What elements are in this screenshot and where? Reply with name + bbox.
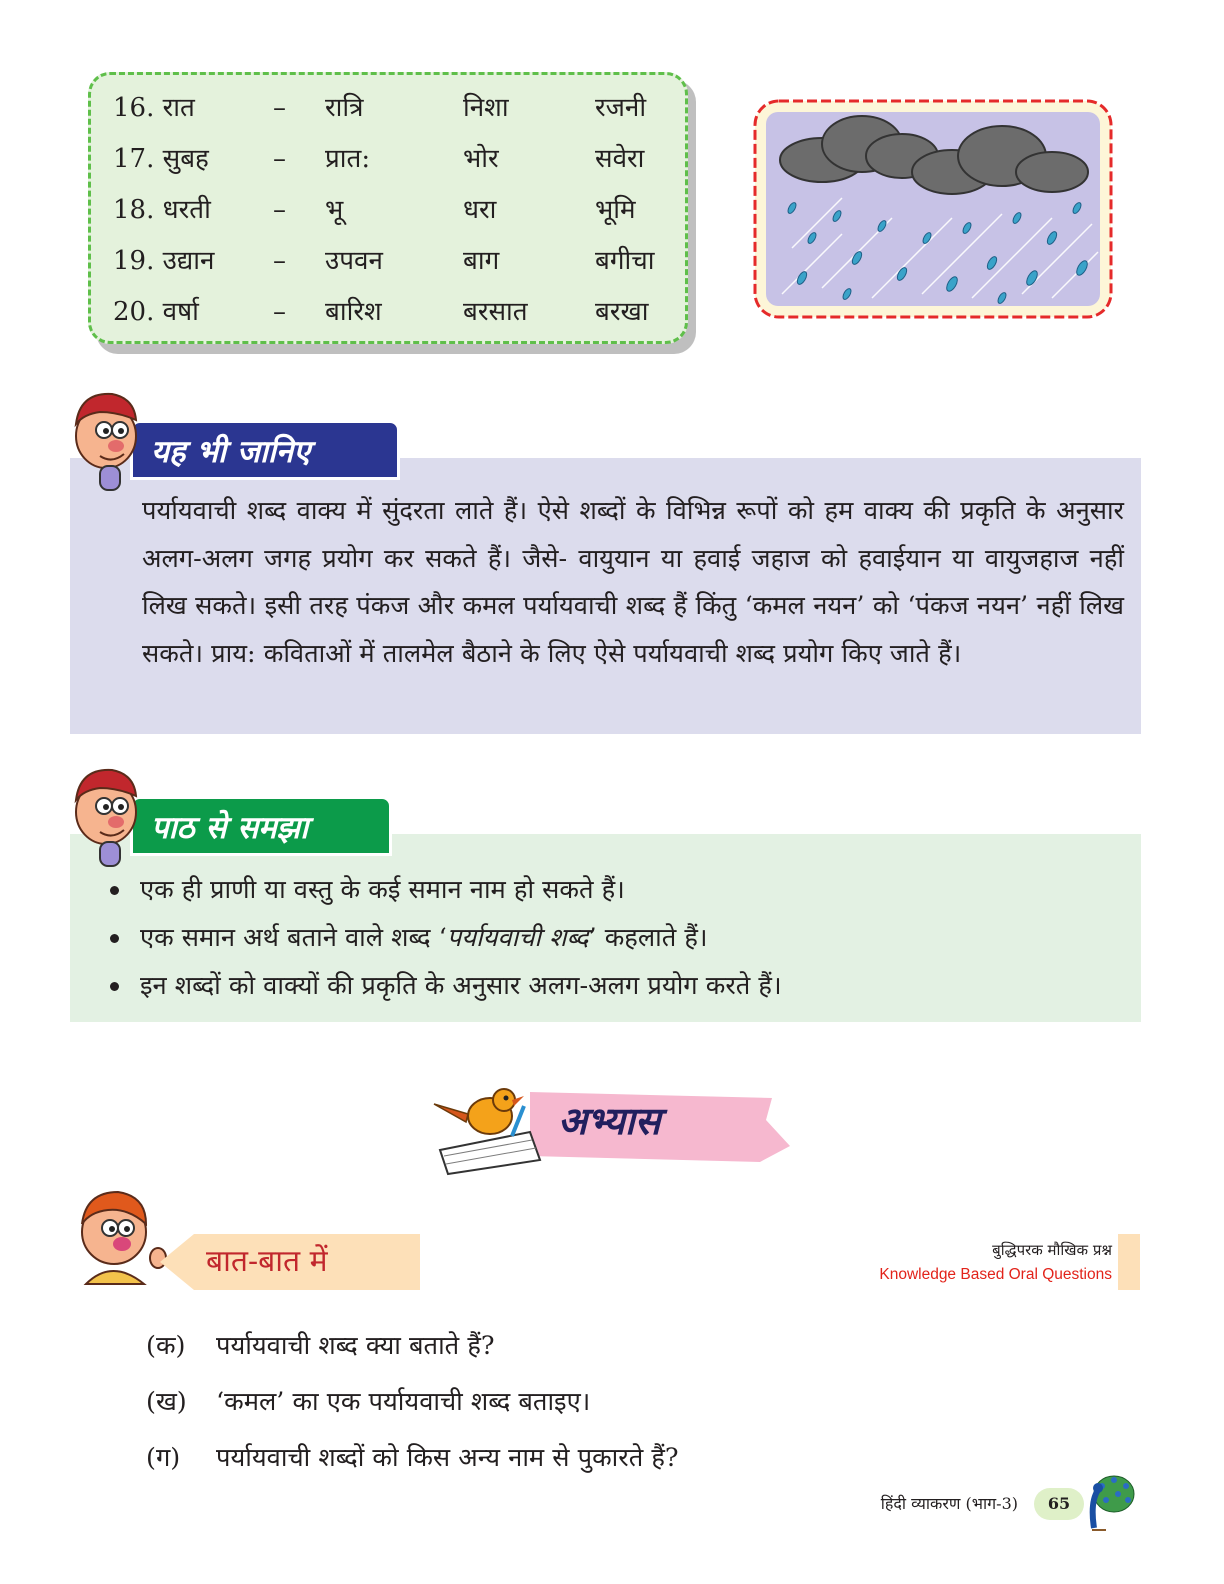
question-marker: (क): [146, 1331, 186, 1361]
bullet-text-pre: एक समान अर्थ बताने वाले शब्द ‘: [140, 923, 447, 953]
row-dash: –: [273, 93, 286, 123]
practice-title: अभ्यास: [558, 1099, 661, 1143]
synonym-row: [113, 185, 683, 235]
page-number: 65: [1034, 1488, 1084, 1520]
know-more-box: [70, 458, 1141, 734]
question-item: [146, 1430, 679, 1486]
synonym-3: सवेरा: [595, 144, 645, 174]
list-item: [110, 914, 1110, 962]
bullet-text-italic: पर्यायवाची शब्द: [446, 923, 589, 953]
question-text: ‘कमल’ का एक पर्यायवाची शब्द बताइए।: [216, 1387, 591, 1417]
synonym-2: धरा: [463, 195, 497, 225]
row-word: 17. सुबह: [113, 144, 209, 174]
peacock-icon: [1080, 1472, 1138, 1536]
lesson-summary-box: [70, 834, 1141, 1022]
oral-side-bar: [1118, 1234, 1140, 1290]
synonym-row: [113, 83, 683, 133]
lesson-summary-tag: पाठ से समझा: [130, 796, 392, 856]
synonym-row: [113, 287, 683, 337]
question-text: पर्यायवाची शब्द क्या बताते हैं?: [216, 1331, 495, 1361]
question-marker: (ख): [146, 1387, 187, 1417]
boy-mascot-icon: [70, 766, 142, 874]
bullet-dot: [110, 886, 119, 895]
know-more-tag: यह भी जानिए: [130, 420, 400, 480]
list-item: [110, 962, 1110, 1010]
synonym-box: [88, 72, 688, 344]
row-word: 16. रात: [113, 93, 195, 123]
synonym-3: रजनी: [595, 93, 647, 123]
bullet-text: इन शब्दों को वाक्यों की प्रकृति के अनुसार अलग-अलग प्रयोग करते हैं।: [140, 971, 782, 1001]
synonym-1: भू: [325, 195, 344, 225]
footer-book-title: हिंदी व्याकरण (भाग-3): [880, 1494, 1018, 1513]
practice-header: [420, 1076, 800, 1176]
boy-mascot-icon: [72, 1188, 172, 1292]
synonym-row: [113, 236, 683, 286]
synonym-3: भूमि: [595, 195, 636, 225]
oral-questions-label: बात-बात में: [206, 1244, 328, 1279]
know-more-paragraph: पर्यायवाची शब्द वाक्य में सुंदरता लाते हैं। ऐसे शब्दों के विभिन्न रूपों को हम वाक्य की प्रकृति के अनुसार अलग-अलग जगह प्रयोग कर सकते हैं। जैसे- वायुयान या हवाई जहाज को हवाईयान या वायुजहाज नहीं लिख सकते। इसी तरह पंकज और कमल पर्यायवाची शब्द हैं किंतु ‘कमल नयन’ को ‘पंकज नयन’ नहीं लिख सकते। प्राय: कविताओं में तालमेल बैठाने के लिए ऐसे पर्यायवाची शब्द प्रयोग किए जाते हैं।: [142, 496, 1124, 669]
row-dash: –: [273, 195, 286, 225]
bullet-text: एक ही प्राणी या वस्तु के कई समान नाम हो सकते हैं।: [140, 875, 625, 905]
synonym-table-box: [88, 72, 698, 354]
synonym-2: निशा: [463, 93, 509, 123]
synonym-1: प्रात:: [325, 144, 371, 174]
question-item: [146, 1318, 679, 1374]
synonym-1: उपवन: [325, 246, 383, 276]
row-word: 19. उद्यान: [113, 246, 215, 276]
oral-subtitle-english: Knowledge Based Oral Questions: [879, 1266, 1112, 1283]
summary-bullet-list: [110, 866, 1110, 1010]
row-dash: –: [273, 144, 286, 174]
row-dash: –: [273, 246, 286, 276]
bullet-dot: [110, 934, 119, 943]
synonym-2: भोर: [463, 144, 499, 174]
synonym-2: बरसात: [463, 297, 528, 327]
question-item: [146, 1374, 679, 1430]
synonym-1: रात्रि: [325, 93, 364, 123]
bullet-dot: [110, 982, 119, 991]
synonym-1: बारिश: [325, 297, 382, 327]
synonym-2: बाग: [463, 246, 500, 276]
row-dash: –: [273, 297, 286, 327]
synonym-row: [113, 134, 683, 184]
bullet-text-post: ’ कहलाते हैं।: [588, 923, 708, 953]
question-list: [146, 1318, 679, 1486]
oral-subtitle-hindi: बुद्धिपरक मौखिक प्रश्न: [992, 1241, 1112, 1259]
boy-mascot-icon: [70, 390, 142, 498]
synonym-3: बरखा: [595, 297, 649, 327]
question-marker: (ग): [146, 1443, 181, 1473]
question-text: पर्यायवाची शब्दों को किस अन्य नाम से पुकारते हैं?: [216, 1443, 679, 1473]
row-word: 20. वर्षा: [113, 297, 199, 327]
list-item: [110, 866, 1110, 914]
row-word: 18. धरती: [113, 195, 211, 225]
rain-cloud-icon: [752, 98, 1114, 320]
synonym-3: बगीचा: [595, 246, 655, 276]
